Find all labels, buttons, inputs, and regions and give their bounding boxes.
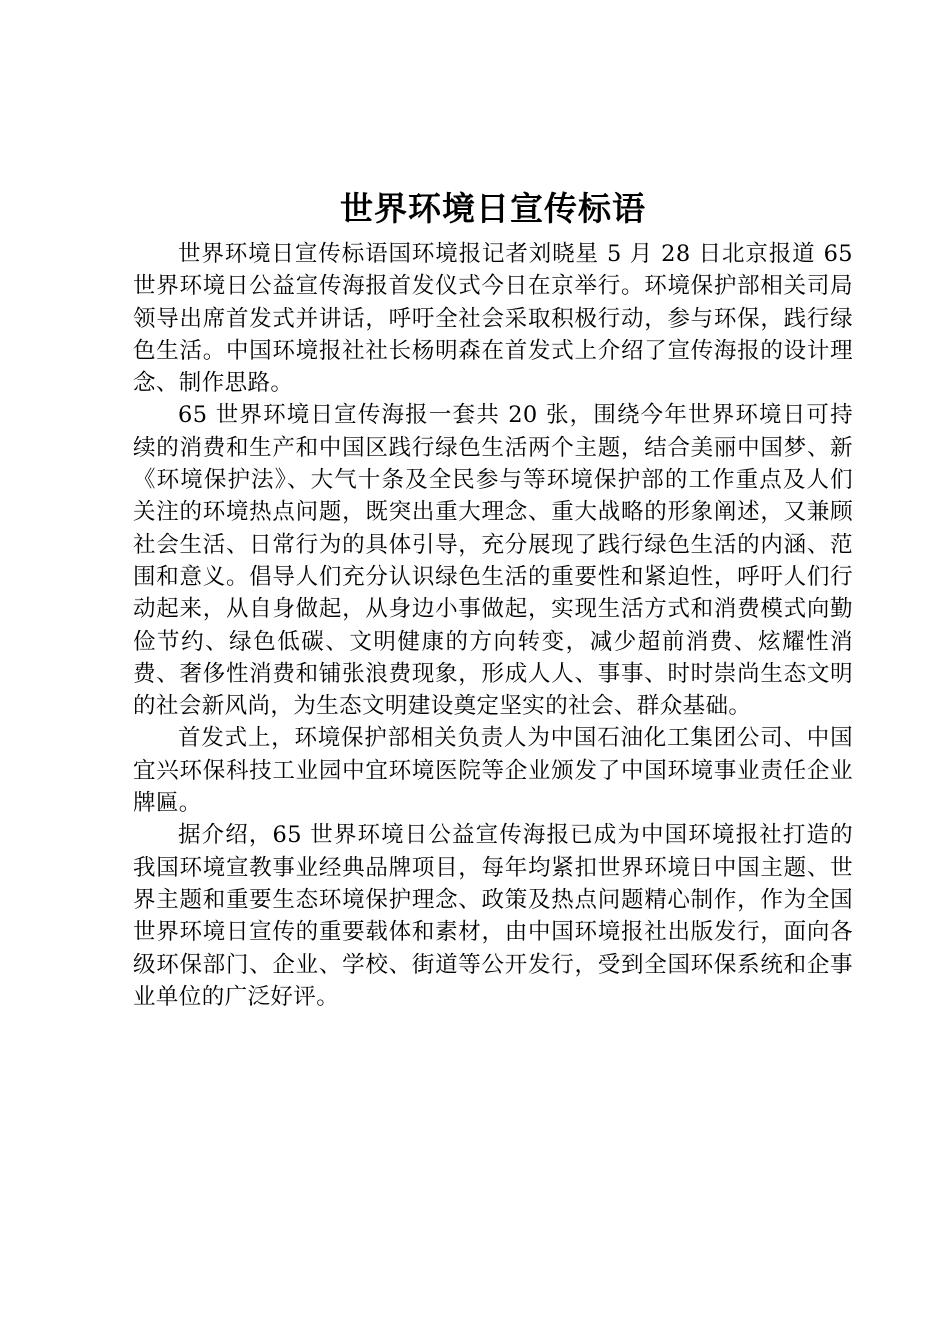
- paragraph-4: 据介绍，65 世界环境日公益宣传海报已成为中国环境报社打造的我国环境宣教事业经典品牌项目，每年均紧扣世界环境日中国主题、世界主题和重要生态环境保护理念、政策及热点问题精心制作，作为全国世界环境日宣传的重要载体和素材，由中国环境报社出版发行，面向各级环保部门、企业、学校、街道等公开发行，受到全国环保系统和企事业单位的广泛好评。: [133, 822, 853, 1010]
- document-title: 世界环境日宣传标语: [340, 189, 646, 228]
- paragraph-2: 65 世界环境日宣传海报一套共 20 张，围绕今年世界环境日可持续的消费和生产和中国区践行绿色生活两个主题，结合美丽中国梦、新《环境保护法》、大气十条及全民参与等环境保护部的工作重点及人们关注的环境热点问题，既突出重大理念、重大战略的形象阐述，又兼顾社会生活、日常行为的具体引导，充分展现了践行绿色生活的内涵、范围和意义。倡导人们充分认识绿色生活的重要性和紧迫性，呼吁人们行动起来，从自身做起，从身边小事做起，实现生活方式和消费模式向勤俭节约、绿色低碳、文明健康的方向转变，减少超前消费、炫耀性消费、奢侈性消费和铺张浪费现象，形成人人、事事、时时崇尚生态文明的社会新风尚，为生态文明建设奠定坚实的社会、群众基础。: [133, 402, 853, 720]
- document-page: [133, 186, 853, 1013]
- paragraph-3: 首发式上，环境保护部相关负责人为中国石油化工集团公司、中国宜兴环保科技工业园中宜环境医院等企业颁发了中国环境事业责任企业牌匾。: [133, 725, 853, 817]
- paragraph-1: 世界环境日宣传标语国环境报记者刘晓星 5 月 28 日北京报道 65 世界环境日公益宣传海报首发仪式今日在京举行。环境保护部相关司局领导出席首发式并讲话，呼吁全社会采取积极行动，参与环保，践行绿色生活。中国环境报社社长杨明森在首发式上介绍了宣传海报的设计理念、制作思路。: [133, 241, 853, 397]
